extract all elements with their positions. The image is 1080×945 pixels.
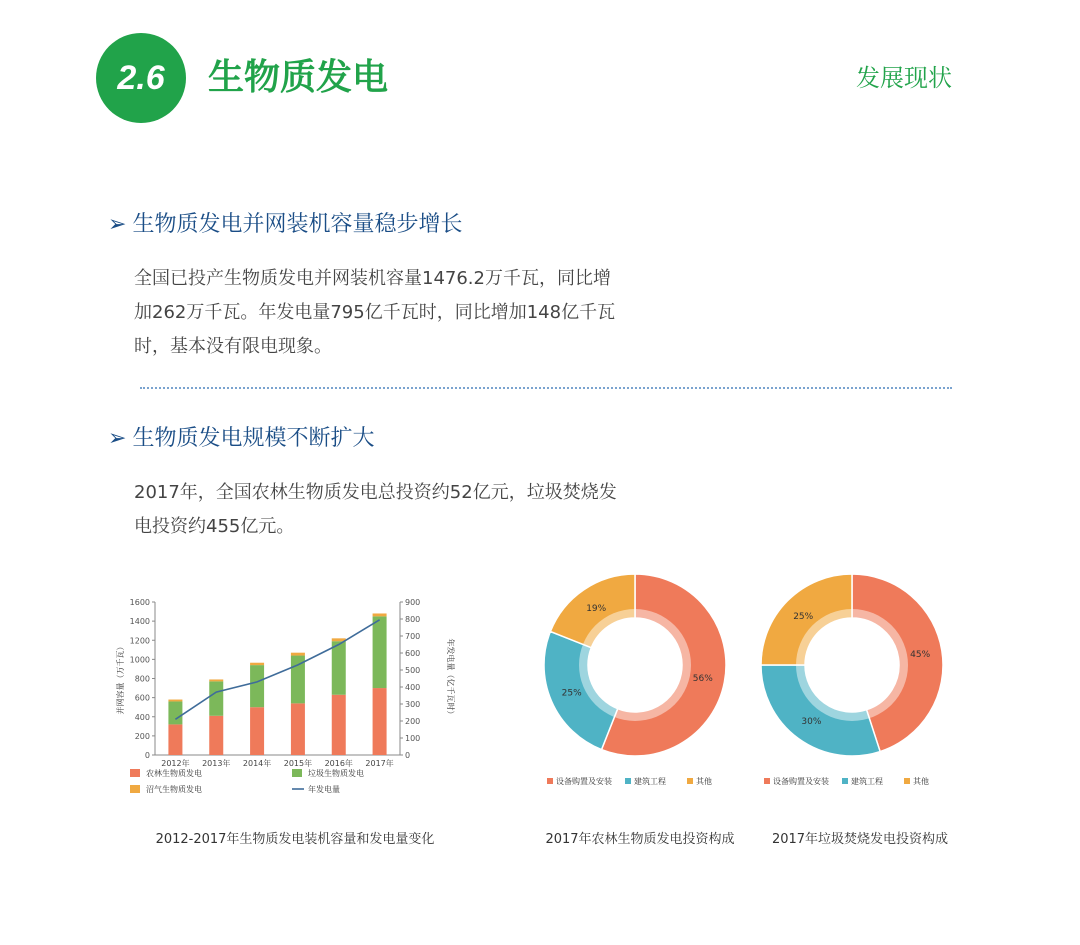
legend-label: 建筑工程 [634, 777, 666, 786]
agri-investment-donut [535, 570, 745, 800]
slice-label: 45% [910, 650, 931, 661]
legend-swatch [547, 778, 553, 784]
donut-hole [592, 622, 678, 708]
section-tag: 发展现状 [856, 64, 952, 92]
slice-label: 30% [801, 716, 822, 727]
bar-segment [291, 703, 305, 755]
slice-label: 25% [561, 688, 582, 699]
x-tick-label: 2015年 [283, 759, 313, 768]
paragraph-line: 电投资约455亿元。 [134, 516, 295, 537]
bar-segment [250, 665, 264, 707]
y-tick-label: 400 [134, 712, 150, 722]
legend-swatch [904, 778, 910, 784]
paragraph-1 [134, 262, 654, 364]
y2-tick-label: 300 [405, 700, 421, 709]
x-tick-label: 2012年 [161, 759, 190, 768]
slice-label: 56% [692, 673, 713, 684]
paragraph-line: 时，基本没有限电现象。 [134, 336, 332, 357]
legend-swatch [130, 785, 140, 793]
chart-caption-3: 2017年垃圾焚烧发电投资构成 [771, 832, 949, 847]
section-number-badge: 2.6 [96, 33, 186, 123]
y-tick-label: 1000 [129, 655, 150, 665]
generation-line [175, 620, 379, 719]
paragraph-2 [134, 476, 654, 544]
y-tick-label: 200 [134, 731, 150, 741]
legend-label: 农林生物质发电 [146, 769, 202, 778]
x-tick-label: 2014年 [242, 759, 272, 768]
heading-text: 生物质发电并网装机容量稳步增长 [132, 212, 463, 237]
legend-swatch [687, 778, 693, 784]
y2-tick-label: 200 [405, 717, 421, 726]
bar-segment [209, 681, 223, 715]
y-tick-label: 1400 [129, 617, 150, 627]
legend-label: 建筑工程 [851, 777, 883, 786]
bar-segment [168, 700, 182, 702]
y2-tick-label: 400 [405, 683, 421, 692]
slice-label: 25% [793, 612, 814, 623]
paragraph-line: 加262万千瓦。年发电量795亿千瓦时，同比增加148亿千瓦 [134, 302, 616, 323]
capacity-generation-chart [110, 590, 480, 805]
dotted-divider [140, 387, 952, 389]
waste-investment-donut [752, 570, 962, 800]
legend-label: 其他 [696, 777, 712, 786]
bar-segment [373, 688, 387, 755]
chart-caption-1: 2012-2017年生物质发电装机容量和发电量变化 [155, 832, 435, 847]
x-tick-label: 2017年 [365, 759, 394, 768]
y2-tick-label: 800 [405, 615, 421, 624]
y2-tick-label: 600 [405, 649, 421, 658]
paragraph-line: 全国已投产生物质发电并网装机容量1476.2万千瓦，同比增 [134, 268, 611, 289]
bar-segment [209, 716, 223, 755]
y2-tick-label: 900 [405, 598, 421, 607]
legend-label: 年发电量 [308, 785, 340, 794]
legend-swatch [292, 769, 302, 777]
bar-segment [373, 613, 387, 616]
x-tick-label: 2016年 [324, 759, 353, 768]
paragraph-line: 2017年，全国农林生物质发电总投资约52亿元，垃圾焚烧发 [134, 482, 617, 503]
bar-segment [250, 707, 264, 755]
heading-text: 生物质发电规模不断扩大 [132, 426, 375, 451]
bar-segment [168, 724, 182, 755]
chart-caption-2: 2017年农林生物质发电投资构成 [545, 832, 735, 847]
y-tick-label: 1600 [129, 598, 150, 607]
y-tick-label: 600 [134, 693, 150, 703]
bar-segment [373, 616, 387, 688]
legend-label: 垃圾生物质发电 [308, 769, 364, 778]
x-tick-label: 2013年 [202, 759, 231, 768]
y-tick-label: 800 [134, 674, 150, 684]
legend-label: 沼气生物质发电 [146, 785, 202, 794]
legend-swatch [130, 769, 140, 777]
legend-swatch [842, 778, 848, 784]
legend-label: 设备购置及安装 [773, 777, 829, 786]
arrow-icon: ➢ [108, 426, 127, 451]
section-heading-2 [108, 424, 374, 454]
y2-tick-label: 500 [405, 666, 421, 675]
bar-segment [332, 695, 346, 755]
page-title: 生物质发电 [208, 57, 389, 98]
legend-label: 设备购置及安装 [556, 777, 612, 786]
legend-swatch [764, 778, 770, 784]
bar-segment [250, 663, 264, 665]
y-tick-label: 1200 [129, 636, 150, 646]
bar-segment [209, 679, 223, 681]
bar-segment [332, 641, 346, 695]
donut-hole [809, 622, 895, 708]
y2-tick-label: 0 [405, 751, 411, 760]
y-tick-label: 0 [144, 751, 150, 760]
legend-swatch [625, 778, 631, 784]
slice-label: 19% [586, 603, 607, 614]
section-heading-1 [108, 210, 462, 240]
legend-label: 其他 [913, 777, 929, 786]
bar-segment [168, 701, 182, 724]
y2-tick-label: 700 [405, 632, 421, 641]
bar-segment [291, 653, 305, 656]
y2-tick-label: 100 [405, 734, 421, 743]
y-axis-label: 并网容量（万千瓦） [116, 642, 125, 715]
arrow-icon: ➢ [108, 212, 127, 237]
y2-axis-label: 年发电量（亿千瓦时） [446, 638, 455, 719]
